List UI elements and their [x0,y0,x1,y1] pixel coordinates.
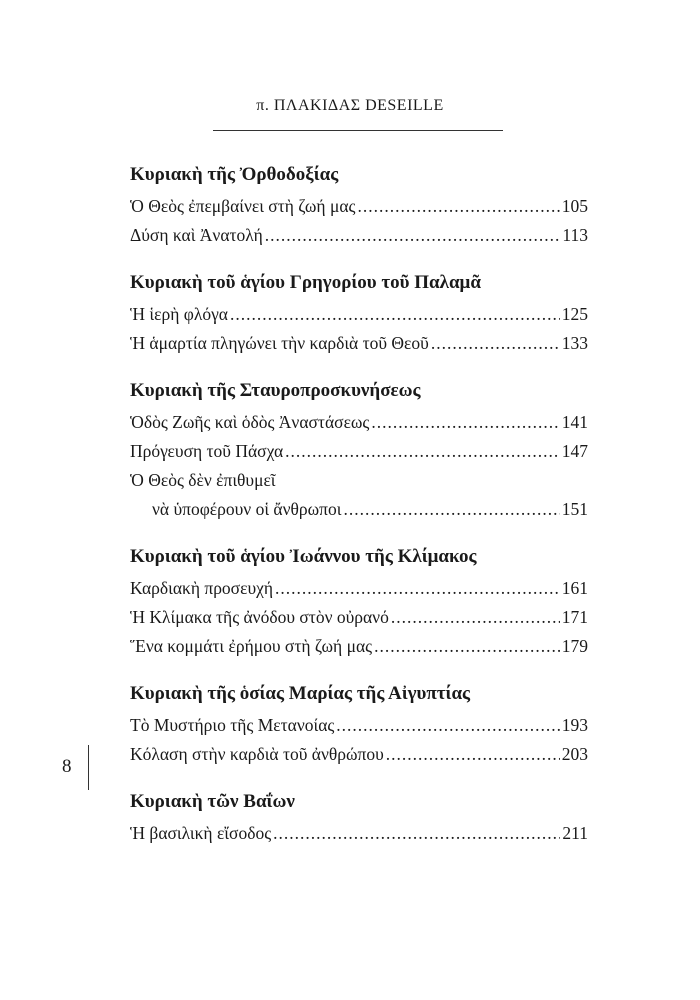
entry-page: 171 [561,607,588,627]
entry-title: Ὁ Θεὸς δὲν ἐπιθυμεῖ [130,470,276,490]
running-header: π. ΠΛΑΚΙΔΑΣ DESEILLE [256,97,444,114]
dot-leader [265,221,561,250]
toc-section [130,158,588,250]
toc-section [130,785,588,848]
entry-title: Καρδιακὴ προσευχή [130,578,274,598]
toc-entry[interactable] [130,437,588,466]
entry-title: Ἡ Κλίμακα τῆς ἀνόδου στὸν οὐρανό [130,607,389,627]
toc-entry[interactable] [130,192,588,221]
toc-entry[interactable] [130,221,588,250]
dot-leader [431,329,560,358]
dot-leader [391,603,560,632]
toc-entry[interactable] [130,329,588,358]
toc-section [130,540,588,661]
section-title: Κυριακὴ τῶν Βαΐων [130,791,295,812]
toc-section [130,677,588,769]
entry-page: 125 [561,304,588,324]
page-number-rule [88,745,89,790]
dot-leader [371,408,559,437]
table-of-contents [130,158,588,864]
entry-page: 113 [562,225,588,245]
header-rule [213,130,503,131]
entry-page: 161 [561,578,588,598]
section-title: Κυριακὴ τοῦ ἁγίου Γρηγορίου τοῦ Παλαμᾶ [130,272,481,293]
entry-title: νὰ ὑποφέρουν οἱ ἄνθρωποι [152,499,342,519]
page-number: 8 [62,756,72,777]
entry-title: Ὁ Θεὸς ἐπεμβαίνει στὴ ζωή μας [130,196,356,216]
toc-entry[interactable] [130,408,588,437]
entry-page: 141 [561,412,588,432]
entry-title: Ἡ ἁμαρτία πληγώνει τὴν καρδιὰ τοῦ Θεοῦ [130,333,429,353]
entry-page: 211 [562,823,588,843]
entry-title: Ἕνα κομμάτι ἐρήμου στὴ ζωή μας [130,636,373,656]
toc-entry[interactable] [130,495,588,524]
dot-leader [285,437,560,466]
toc-entry[interactable] [130,711,588,740]
toc-entry[interactable] [130,632,588,661]
entry-page: 179 [561,636,588,656]
section-title: Κυριακὴ τοῦ ἁγίου Ἰωάννου τῆς Κλίμακος [130,546,477,567]
section-title: Κυριακὴ τῆς Σταυροπροσκυνήσεως [130,380,421,401]
entry-title: Ὁδὸς Ζωῆς καὶ ὁδὸς Ἀναστάσεως [130,412,370,432]
toc-entry[interactable] [130,574,588,603]
toc-entry[interactable] [130,603,588,632]
toc-section [130,374,588,524]
dot-leader [343,495,559,524]
section-title: Κυριακὴ τῆς ὁσίας Μαρίας τῆς Αἰγυπτίας [130,683,471,704]
dot-leader [374,632,560,661]
entry-title: Τὸ Μυστήριο τῆς Μετανοίας [130,715,335,735]
entry-title: Πρόγευση τοῦ Πάσχα [130,441,284,461]
toc-entry[interactable] [130,819,588,848]
toc-entry[interactable] [130,466,588,495]
entry-page: 203 [561,744,588,764]
entry-page: 147 [561,441,588,461]
dot-leader [336,711,559,740]
entry-title: Ἡ βασιλικὴ εἴσοδος [130,823,272,843]
dot-leader [386,740,560,769]
toc-entry[interactable] [130,300,588,329]
entry-page: 151 [561,499,588,519]
entry-title: Κόλαση στὴν καρδιὰ τοῦ ἀνθρώπου [130,744,384,764]
entry-page: 193 [561,715,588,735]
entry-title: Ἡ ἱερὴ φλόγα [130,304,228,324]
section-title: Κυριακὴ τῆς Ὀρθοδοξίας [130,164,339,185]
entry-page: 133 [561,333,588,353]
toc-entry[interactable] [130,740,588,769]
entry-page: 105 [561,196,588,216]
entry-title: Δύση καὶ Ἀνατολή [130,225,263,245]
dot-leader [230,300,560,329]
dot-leader [273,819,560,848]
dot-leader [357,192,559,221]
toc-section [130,266,588,358]
dot-leader [275,574,560,603]
